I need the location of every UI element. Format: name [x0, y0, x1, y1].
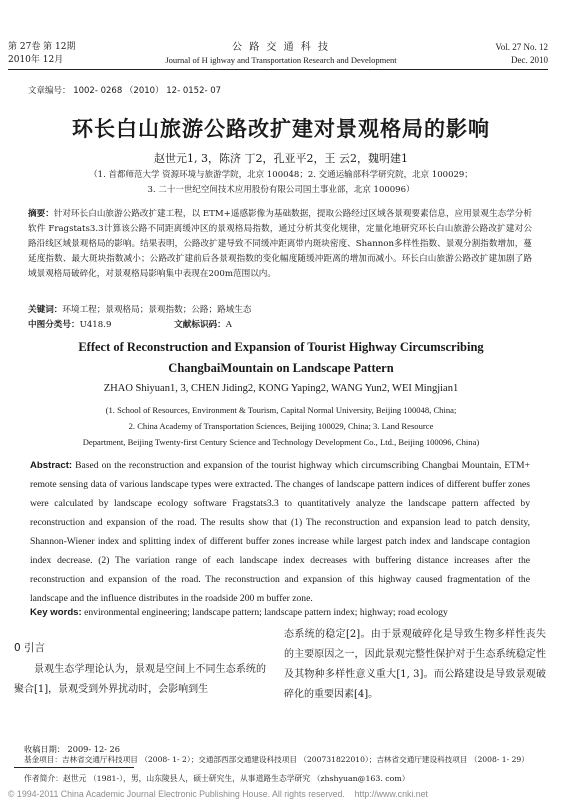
- journal-title-en: Journal of H ighway and Transportation Research and Development: [165, 55, 397, 65]
- abstract-en-text: Based on the reconstruction and expansion of the tourist highway which circumscribing Changbai Mountain, ETM+ remote sensing data of various landscape types were extracted. The changes of landscape pattern indices of different buffer zones were calculated by landscape ecology software Fragstats3.3 to quantitatively analyze the landscape pattern affected by reconstruction and expansion of the road. The results show that (1) The reconstruction and expansion lead to patch density, Shannon-Wiener index and splitting index of different buffer zones increase while largest patch index and landscape contagion index decrease. (2) The variation range of each landscape index decreases with buffering distance increases after the reconstruction and expansion of the road. The reconstruction and expansion of this highway caused fragmentation of the landscape and the influence distributes in the roadside 200 m buffer zone.: [30, 460, 530, 604]
- affiliation-cn-1: （1. 首都师范大学 资源环境与旅游学院，北京 100048；2. 交通运输部科学研究院，北京 100029；: [89, 170, 473, 180]
- date-cn: 2010年 12月: [8, 55, 64, 65]
- authors-cn: 赵世元1, 3，陈济 丁2，孔亚平2，王 云2，魏明建1: [154, 152, 408, 165]
- section-heading: 0 引言: [14, 642, 46, 654]
- body-right-column: 态系统的稳定[2]。由于景观破碎化是导致生物多样性丧失的主要原因之一，因此景观完整性保护对于生态系统稳定性及其物种多样性意义重大[1, 3]。而公路建设是导致景观破碎化的重要因素[4]。: [284, 629, 546, 700]
- abstract-cn: [28, 207, 532, 282]
- footnote-fund: 基金项目：吉林省交通厅科技项目 （2008- 1- 2）；交通部西部交通建设科技项目 （200731822010）；吉林省交通厅建设科技项目 （2008- 1- 29）: [24, 755, 529, 764]
- body-left-column: 景观生态学理论认为，景观是空间上不同生态系统的聚合[1]，景观受到外界扰动时，会影响到生: [14, 664, 266, 695]
- affiliation-cn-2: 3. 二十一世纪空间技术应用股份有限公司国土事业部，北京 100096）: [147, 185, 415, 195]
- keywords-en: [30, 603, 540, 622]
- keywords-cn-text: 环境工程；景观格局；景观指数；公路；路域生态: [62, 305, 252, 315]
- affiliation-en-1: (1. School of Resources, Environment & Tourism, Capital Normal University, Beijing 100048, China;: [105, 405, 457, 415]
- copyright-notice: © 1994-2011 China Academic Journal Electronic Publishing House. All rights reserved. http://www.cnki.net: [8, 789, 428, 799]
- date-en: Dec. 2010: [511, 55, 548, 65]
- keywords-cn: [28, 303, 251, 317]
- abstract-en-label: Abstract:: [30, 460, 73, 471]
- title-cn: 环长白山旅游公路改扩建对景观格局的影响: [72, 117, 490, 141]
- footnote-rule: [14, 767, 134, 768]
- doc-code-label: 文献标识码：: [174, 320, 226, 330]
- footnote-received: 收稿日期： 2009- 12- 26: [24, 744, 120, 754]
- article-id: 文章编号： 1002- 0268 （2010） 12- 0152- 07: [28, 86, 222, 96]
- keywords-en-text: environmental engineering; landscape pattern; landscape pattern index; highway; road ecology: [84, 607, 448, 618]
- abstract-cn-text: 针对环长白山旅游公路改扩建工程，以 ETM+遥感影像为基础数据，提取公路经过区域各景观要素信息，应用景观生态学分析软件 Fragstats3.3计算该公路不同距离缓冲区的景观格局指数，通过分析其变化规律，定量化地研究环长白山旅游公路改扩建对公路沿线区域景观格局的影响。结果表明，公路改扩建导致不同缓冲距离带内斑块密度、Shannon多样性指数、景观分割指数增加，蔓延度指数、最大斑块指数减小；公路改扩建前后各景观指数的变化幅度随缓冲距离的增加而减小。环长白山旅游公路改扩建加剧了路域景观格局破碎化，对景观格局影响集中表现在200m范围以内。: [28, 209, 532, 279]
- footnote-author: 作者简介：赵世元 （1981-），男，山东陵县人，硕士研究生，从事道路生态学研究 （zhshyuan@163. com）: [24, 774, 410, 783]
- affiliation-en-3: Department, Beijing Twenty-first Century Science and Technology Development Co., Ltd., Beijing 100096, China): [82, 437, 480, 447]
- keywords-cn-label: 关键词：: [28, 305, 63, 315]
- affiliation-en-2: 2. China Academy of Transportation Sciences, Beijing 100029, China; 3. Land Resource: [128, 421, 434, 431]
- keywords-en-label: Key words:: [30, 607, 82, 618]
- authors-en: ZHAO Shiyuan1, 3, CHEN Jiding2, KONG Yaping2, WANG Yun2, WEI Mingjian1: [103, 383, 459, 394]
- abstract-cn-label: 摘要：: [28, 209, 54, 219]
- abstract-en: [30, 456, 530, 608]
- title-en-line-2: ChangbaiMountain on Landscape Pattern: [168, 361, 394, 375]
- clc-value: U418.9: [79, 320, 112, 330]
- volume-cn: 第 27卷 第 12期: [8, 42, 76, 52]
- header-rule: [8, 69, 548, 70]
- title-en-line-1: Effect of Reconstruction and Expansion of Tourist Highway Circumscribing: [78, 340, 484, 354]
- volume-en: Vol. 27 No. 12: [495, 42, 548, 52]
- journal-title-cn: 公 路 交 通 科 技: [232, 42, 330, 53]
- doc-code-value: A: [225, 320, 232, 330]
- clc-line: [28, 318, 232, 332]
- clc-label: 中图分类号：: [28, 320, 80, 330]
